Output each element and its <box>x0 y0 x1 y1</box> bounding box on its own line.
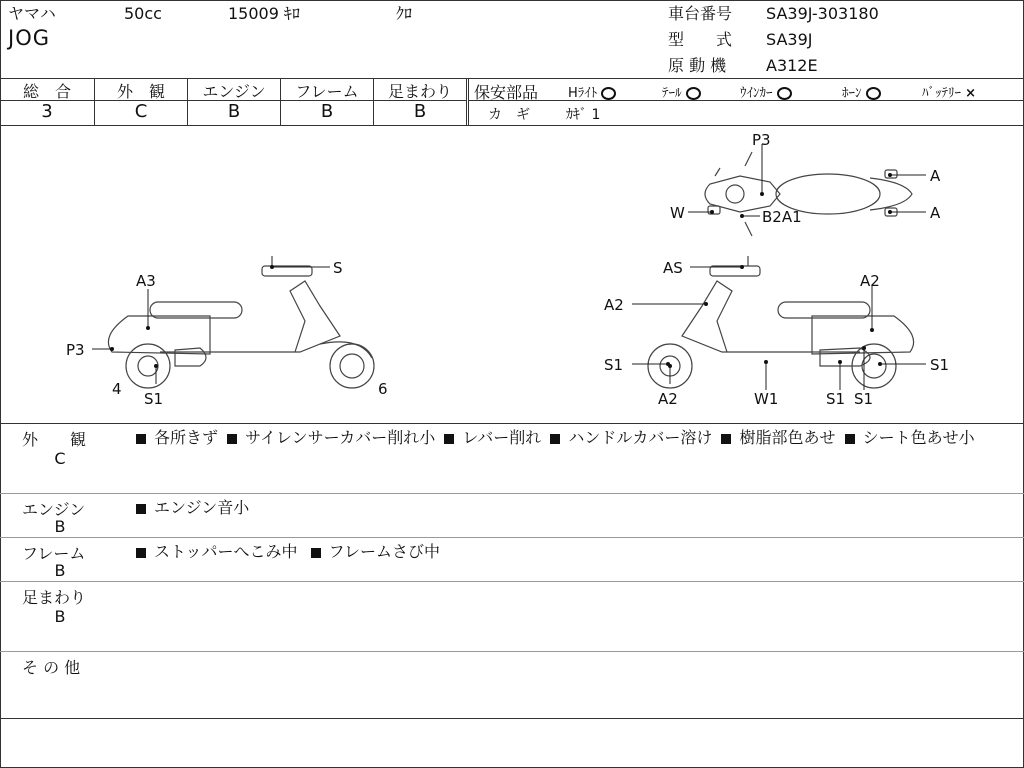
damage-label: A <box>930 204 941 222</box>
bullet-square-icon <box>136 434 146 444</box>
detail-engine-label: エンジン <box>22 500 86 519</box>
bullet-square-icon <box>721 434 731 444</box>
maker: ヤマハ <box>8 4 56 23</box>
scooter-top-view <box>705 152 912 236</box>
damage-label: A <box>930 167 941 185</box>
engine-type-label: 原 動 機 <box>668 56 727 75</box>
ok-circle-icon <box>686 87 701 100</box>
displacement: 50cc <box>124 4 162 23</box>
grade-exterior-value: C <box>134 101 148 122</box>
grade-exterior-label: 外 観 <box>116 82 165 101</box>
damage-label: 4 <box>112 380 122 398</box>
bullet-square-icon <box>550 434 560 444</box>
scooter-damage-diagram <box>0 126 1024 424</box>
damage-label: P3 <box>66 341 85 359</box>
divider <box>0 651 1024 652</box>
type-value: SA39J <box>766 30 813 49</box>
engine-type-value: A312E <box>766 56 818 75</box>
detail-frame-notes: ストッパーへこみ中 フレームさび中 <box>136 541 440 563</box>
type-label: 型 式 <box>668 30 733 49</box>
detail-frame-label: フレーム <box>22 544 86 563</box>
safety-item-horn: ﾎｰﾝ <box>842 82 881 101</box>
ok-circle-icon <box>601 87 616 100</box>
damage-label: S1 <box>854 390 874 408</box>
grade-engine-label: エンジン <box>202 82 266 101</box>
damage-label: P3 <box>752 131 771 149</box>
bullet-square-icon <box>136 548 146 558</box>
mileage: 15009 ｷﾛ <box>228 4 300 23</box>
detail-engine-notes: エンジン音小 <box>136 497 249 519</box>
damage-label: A3 <box>136 272 156 290</box>
detail-exterior-label: 外 観 <box>22 430 87 449</box>
damage-label: A2 <box>604 296 624 314</box>
safety-item-battery: ﾊﾞｯﾃﾘｰ × <box>922 86 977 101</box>
frame-no: SA39J-303180 <box>766 4 879 23</box>
detail-frame-grade: B <box>54 561 66 580</box>
detail-exterior-notes: 各所きず サイレンサーカバー削れ小 レバー削れ ハンドルカバー溶け 樹脂部色あせ シート色あせ小 <box>136 427 1016 449</box>
key-value: ｶｷﾞ 1 <box>566 107 601 123</box>
frame-no-label: 車台番号 <box>668 4 733 23</box>
damage-label: A2 <box>658 390 678 408</box>
damage-label: W1 <box>754 390 779 408</box>
bullet-square-icon <box>136 504 146 514</box>
key-label: カ ギ <box>488 107 530 123</box>
grade-frame-label: フレーム <box>295 82 359 101</box>
bullet-square-icon <box>227 434 237 444</box>
damage-label: S1 <box>930 356 950 374</box>
ok-circle-icon <box>866 87 881 100</box>
damage-label: S1 <box>826 390 846 408</box>
damage-label: B2A1 <box>762 208 802 226</box>
bullet-square-icon <box>311 548 321 558</box>
damage-label: A2 <box>860 272 880 290</box>
detail-engine-grade: B <box>54 517 66 536</box>
divider <box>0 718 1024 719</box>
damage-label: S <box>333 259 343 277</box>
divider <box>468 78 469 125</box>
bullet-square-icon <box>845 434 855 444</box>
damage-label: 6 <box>378 380 388 398</box>
grade-engine-value: B <box>227 101 241 122</box>
safety-item-headlight: Hﾗｲﾄ <box>568 82 616 101</box>
divider <box>0 493 1024 494</box>
grade-overall-label: 総 合 <box>22 82 71 101</box>
detail-other-label: そ の 他 <box>22 658 81 677</box>
damage-label: S1 <box>604 356 624 374</box>
grade-suspension-label: 足まわり <box>387 82 452 101</box>
bullet-square-icon <box>444 434 454 444</box>
grade-overall-value: 3 <box>41 101 53 122</box>
divider <box>0 537 1024 538</box>
damage-label: AS <box>663 259 683 277</box>
ng-cross-icon: × <box>965 86 977 101</box>
divider <box>0 581 1024 582</box>
detail-suspension-grade: B <box>54 607 66 626</box>
grade-suspension-value: B <box>413 101 427 122</box>
damage-label: S1 <box>144 390 164 408</box>
color: ｸﾛ <box>396 4 413 23</box>
divider <box>0 423 1024 424</box>
ok-circle-icon <box>777 87 792 100</box>
detail-suspension-label: 足まわり <box>22 588 87 607</box>
model-name: JOG <box>8 26 50 50</box>
divider <box>466 78 467 125</box>
detail-exterior-grade: C <box>54 449 66 468</box>
safety-item-winker: ｳｲﾝｶｰ <box>740 82 792 101</box>
safety-item-tail: ﾃｰﾙ <box>662 82 701 101</box>
grade-frame-value: B <box>320 101 334 122</box>
damage-label: W <box>670 204 685 222</box>
safety-label: 保安部品 <box>474 83 539 102</box>
